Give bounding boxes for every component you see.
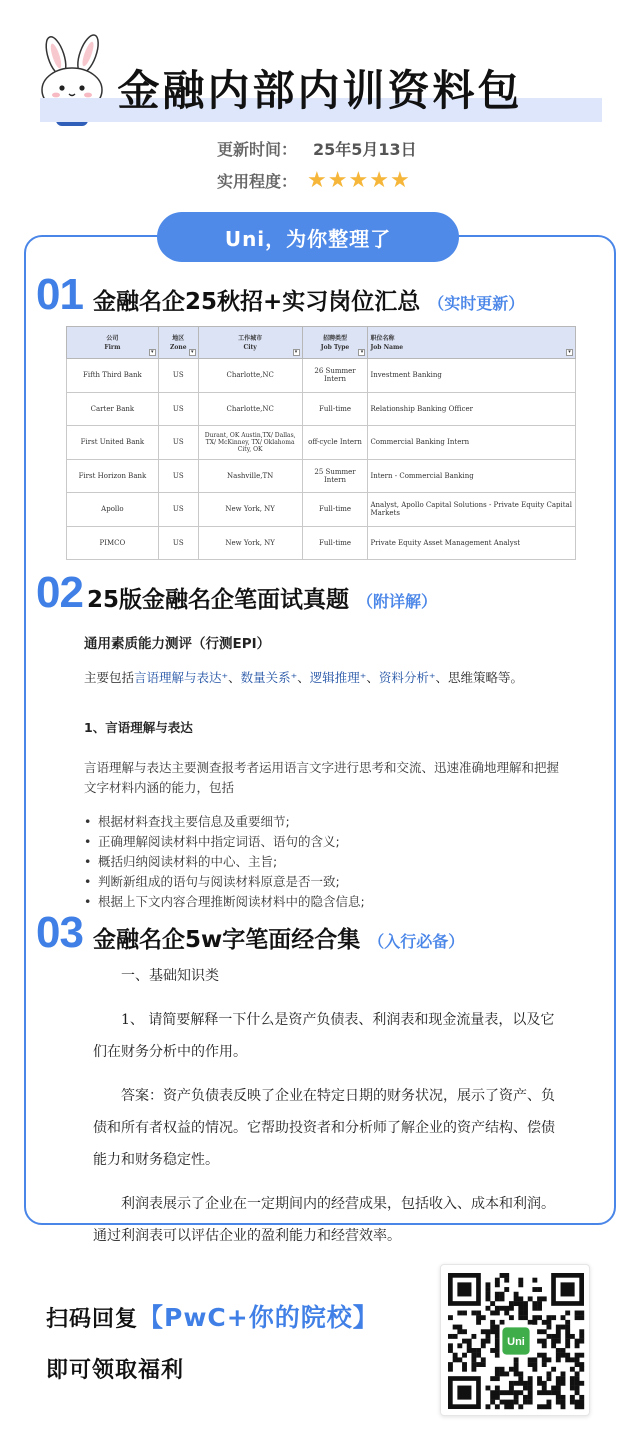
table-cell: Commercial Banking Intern bbox=[368, 426, 576, 460]
table-cell: Charlotte,NC bbox=[198, 359, 302, 393]
page-title: 金融内部内训资料包 bbox=[117, 66, 523, 115]
rating-label: 实用程度： bbox=[217, 172, 298, 191]
section-title: 金融名企5w字笔面经合集 bbox=[92, 927, 361, 953]
filter-dropdown-icon[interactable]: ▾ bbox=[566, 349, 573, 356]
doc-paragraph: 1、 请简要解释一下什么是资产负债表、利润表和现金流量表，以及它们在财务分析中的作用。 bbox=[93, 1012, 555, 1060]
column-header-firm[interactable]: 公司 Firm ▾ bbox=[67, 327, 159, 359]
section-number: 02 bbox=[36, 568, 83, 617]
table-cell: Charlotte,NC bbox=[198, 392, 302, 426]
column-header-zone[interactable]: 地区 Zone ▾ bbox=[158, 327, 198, 359]
table-cell: Relationship Banking Officer bbox=[368, 392, 576, 426]
column-header-job-type[interactable]: 招聘类型 Job Type ▾ bbox=[302, 327, 368, 359]
table-cell: off-cycle Intern bbox=[302, 426, 368, 460]
doc-paragraph: 一、基础知识类 bbox=[121, 968, 219, 984]
section-01-heading bbox=[36, 270, 524, 320]
section-title: 25版金融名企笔面试真题 bbox=[86, 587, 349, 613]
doc-bullet-list bbox=[84, 812, 564, 912]
table-cell: Full-time bbox=[302, 392, 368, 426]
table-row bbox=[67, 526, 576, 560]
doc-link[interactable]: 逻辑推理⁺ bbox=[309, 670, 367, 685]
qr-code-icon[interactable] bbox=[448, 1273, 584, 1409]
table-cell: Analyst, Apollo Capital Solutions - Private Equity Capital Markets bbox=[368, 493, 576, 527]
doc-description: 言语理解与表达主要测查报考者运用语言文字进行思考和交流、迅速准确地理解和把握文字材料内涵的能力，包括 bbox=[84, 760, 560, 795]
doc-subheading: 1、言语理解与表达 bbox=[84, 720, 193, 735]
table-cell: Carter Bank bbox=[67, 392, 159, 426]
column-header-city[interactable]: 工作城市 City ▾ bbox=[198, 327, 302, 359]
footer-sub: 即可领取福利 bbox=[46, 1358, 185, 1383]
table-cell: 25 Summer Intern bbox=[302, 459, 368, 493]
table-row bbox=[67, 459, 576, 493]
table-cell: First United Bank bbox=[67, 426, 159, 460]
doc-paragraph: 答案：资产负债表反映了企业在特定日期的财务状况，展示了资产、负债和所有者权益的情况。它帮助投资者和分析师了解企业的资产结构、偿债能力和财务稳定性。 bbox=[93, 1088, 555, 1168]
table-cell: Nashville,TN bbox=[198, 459, 302, 493]
table-row bbox=[67, 392, 576, 426]
section-03-heading bbox=[36, 908, 464, 958]
table-cell: Apollo bbox=[67, 493, 159, 527]
table-cell: Full-time bbox=[302, 526, 368, 560]
section-tag: （实时更新） bbox=[428, 294, 525, 313]
star-icon: ★ bbox=[389, 167, 410, 193]
table-cell: New York, NY bbox=[198, 493, 302, 527]
table-cell: PIMCO bbox=[67, 526, 159, 560]
table-row bbox=[67, 493, 576, 527]
table-cell: Fifth Third Bank bbox=[67, 359, 159, 393]
job-table bbox=[66, 326, 576, 560]
update-value: 25年5月13日 bbox=[313, 140, 417, 159]
star-icon: ★ bbox=[348, 167, 369, 193]
table-cell: US bbox=[158, 359, 198, 393]
table-cell: Intern - Commercial Banking bbox=[368, 459, 576, 493]
interview-doc-preview bbox=[93, 960, 563, 1252]
footer-cta bbox=[46, 1298, 379, 1334]
footer-prefix: 扫码回复 bbox=[46, 1307, 139, 1332]
update-row bbox=[217, 137, 417, 160]
table-cell: US bbox=[158, 426, 198, 460]
list-item: • 根据上下文内容合理推断阅读材料中的隐含信息; bbox=[84, 892, 564, 912]
table-row bbox=[67, 359, 576, 393]
table-cell: Full-time bbox=[302, 493, 368, 527]
table-cell: Private Equity Asset Management Analyst bbox=[368, 526, 576, 560]
table-cell: New York, NY bbox=[198, 526, 302, 560]
table-cell: US bbox=[158, 493, 198, 527]
section-title: 金融名企25秋招+实习岗位汇总 bbox=[92, 289, 421, 315]
filter-dropdown-icon[interactable]: ▾ bbox=[189, 349, 196, 356]
filter-dropdown-icon[interactable]: ▾ bbox=[293, 349, 300, 356]
qr-center-label: Uni bbox=[507, 1336, 525, 1349]
exam-doc-preview bbox=[84, 632, 564, 909]
rating-stars bbox=[307, 167, 411, 193]
section-02-heading bbox=[36, 568, 437, 618]
header bbox=[0, 0, 640, 210]
list-item: • 正确理解阅读材料中指定词语、语句的含义; bbox=[84, 832, 564, 852]
update-label: 更新时间： bbox=[217, 140, 298, 159]
list-item: • 判断新组成的语句与阅读材料原意是否一致; bbox=[84, 872, 564, 892]
rating-row bbox=[217, 169, 411, 192]
table-cell: US bbox=[158, 459, 198, 493]
footer-keyword: 【PwC+你的院校】 bbox=[138, 1303, 379, 1332]
table-row bbox=[67, 426, 576, 460]
filter-dropdown-icon[interactable]: ▾ bbox=[358, 349, 365, 356]
list-item: • 概括归纳阅读材料的中心、主旨; bbox=[84, 852, 564, 872]
filter-dropdown-icon[interactable]: ▾ bbox=[149, 349, 156, 356]
doc-heading: 通用素质能力测评（行测EPI） bbox=[84, 636, 271, 652]
table-header-row bbox=[67, 327, 576, 359]
intro-pill: Uni，为你整理了 bbox=[157, 212, 459, 262]
section-number: 01 bbox=[36, 270, 83, 319]
section-number: 03 bbox=[36, 908, 83, 957]
table-cell: Investment Banking bbox=[368, 359, 576, 393]
list-item: • 根据材料查找主要信息及重要细节; bbox=[84, 812, 564, 832]
section-tag: （入行必备） bbox=[368, 932, 465, 951]
doc-link[interactable]: 言语理解与表达⁺ bbox=[134, 670, 229, 685]
table-cell: First Horizon Bank bbox=[67, 459, 159, 493]
star-icon: ★ bbox=[369, 167, 389, 193]
doc-link[interactable]: 数量关系⁺ bbox=[240, 670, 298, 685]
table-cell: US bbox=[158, 392, 198, 426]
section-tag: （附详解） bbox=[356, 592, 437, 611]
column-header-job-name[interactable]: 职位名称 Job Name ▾ bbox=[368, 327, 576, 359]
star-icon: ★ bbox=[327, 167, 348, 193]
star-icon: ★ bbox=[307, 167, 327, 193]
table-cell: Durant, OK Austin,TX/ Dallas, TX/ McKinney, TX/ Oklahoma City, OK bbox=[198, 426, 302, 460]
doc-intro: 主要包括言语理解与表达⁺、数量关系⁺、逻辑推理⁺、资料分析⁺、思维策略等。 bbox=[84, 670, 524, 685]
qr-code-card[interactable] bbox=[440, 1264, 590, 1416]
table-cell: US bbox=[158, 526, 198, 560]
doc-paragraph: 利润表展示了企业在一定期间内的经营成果，包括收入、成本和利润。通过利润表可以评估企业的盈利能力和经营效率。 bbox=[93, 1196, 555, 1244]
doc-link[interactable]: 资料分析⁺ bbox=[378, 670, 436, 685]
table-cell: 26 Summer Intern bbox=[302, 359, 368, 393]
